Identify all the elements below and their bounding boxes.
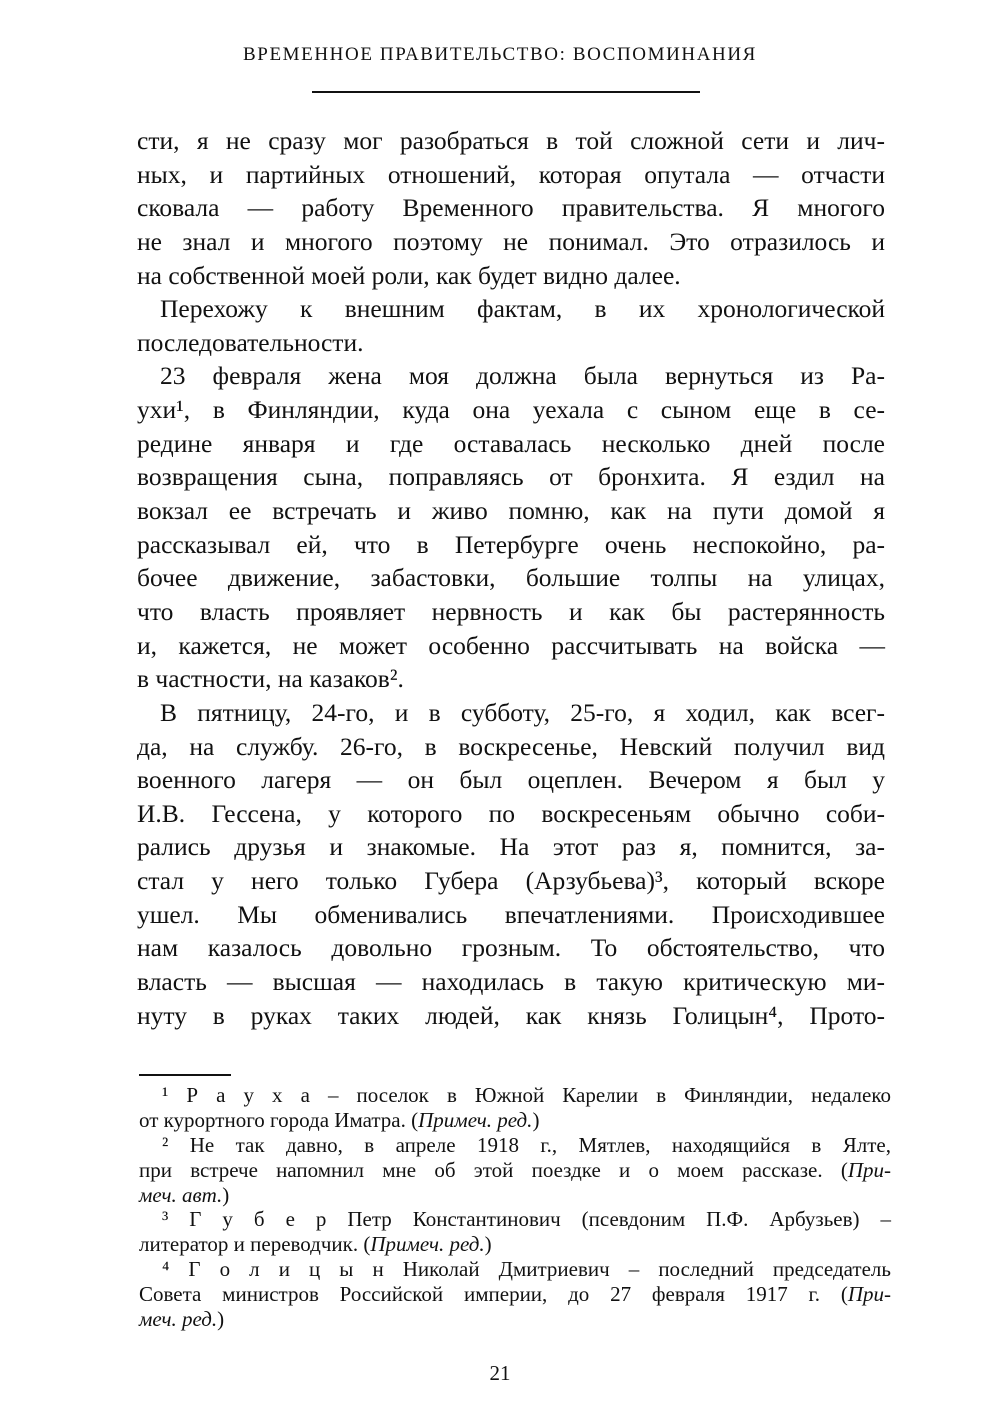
text-line: рассказывал ей, что в Петербурге очень неспокойно, ра- [137, 529, 885, 559]
footnote-text: Совета министров Российской империи, до 27 февраля 1917 г. ( [139, 1282, 848, 1307]
footnote-note-italic: При- [847, 1157, 891, 1182]
text-line: сти, я не сразу мог разобраться в той сложной сети и лич- [137, 126, 885, 155]
text-line: сковала — работу Временного правительства. Я многого [137, 193, 885, 223]
footnote-line [139, 1232, 891, 1257]
body-text [137, 124, 885, 1032]
footnote-text: ¹ Р а у х а – поселок в Южной Карелии в Финляндии, недалеко [162, 1083, 891, 1107]
text-line: военного лагеря — он был оцеплен. Вечером я был у [137, 765, 885, 795]
text-line: да, на службу. 26-го, в воскресенье, Невский получил вид [137, 731, 885, 761]
text-line: и, кажется, не может особенно рассчитывать на войска — [137, 630, 885, 660]
page-number: 21 [489, 1361, 511, 1385]
footnote-line [139, 1282, 891, 1307]
footnote-rule [139, 1074, 231, 1076]
footnote-line [139, 1207, 891, 1232]
footnote-note-italic: меч. авт. [139, 1182, 223, 1207]
text-line: нам казалось довольно грозным. То обстоятельство, что [137, 933, 885, 963]
footnote-text: ⁴ Г о л и ц ы н Николай Дмитриевич – последний председатель [162, 1257, 891, 1282]
footnote-text: ² Не так давно, в апреле 1918 г., Мятлев, находящийся в Ялте, [162, 1132, 891, 1157]
footnote-text: при встрече напомнил мне об этой поездке и о моем рассказе. ( [139, 1157, 848, 1182]
footnote-text: ³ Г у б е р Петр Константинович (псевдоним П.Ф. Арбузьев) – [162, 1207, 891, 1232]
text-line: власть — высшая — находилась в такую критическую ми- [137, 967, 885, 997]
text-line: стал у него только Губера (Арзубьева)³, который вскоре [137, 866, 885, 896]
text-line: нуту в руках таких людей, как князь Голицын⁴, Прото- [137, 1000, 885, 1030]
footnotes [139, 1083, 891, 1332]
footnote-line [139, 1108, 891, 1133]
text-line: последовательности. [137, 327, 364, 357]
text-line: на собственной моей роли, как будет видно далее. [137, 260, 681, 290]
text-line: ухи¹, в Финляндии, куда она уехала с сыном еще в се- [137, 395, 885, 425]
footnote-line [139, 1083, 891, 1108]
text-line: В пятницу, 24-го, и в субботу, 25-го, я ходил, как всег- [160, 697, 885, 727]
text-line: Перехожу к внешним фактам, в их хронологической [160, 294, 885, 324]
header-rule [312, 91, 700, 93]
text-line: бочее движение, забастовки, большие толпы на улицах, [137, 563, 885, 593]
text-line: ных, и партийных отношений, которая опутала — отчасти [137, 159, 885, 189]
footnote-text: ) [484, 1232, 492, 1257]
footnote-line [139, 1183, 891, 1208]
footnote-text: ) [532, 1107, 540, 1132]
footnote-line [139, 1307, 891, 1332]
footnote-note-italic: Примеч. ред. [418, 1107, 533, 1132]
text-line: И.В. Гессена, у которого по воскресеньям обычно соби- [137, 798, 885, 828]
text-line: вокзал ее встречать и живо помню, как на пути домой я [137, 496, 885, 526]
footnote-note-italic: При- [847, 1282, 891, 1307]
footnote-text: ) [217, 1307, 225, 1332]
text-line: что власть проявляет нервность и как бы растерянность [137, 596, 885, 626]
running-head: ВРЕМЕННОЕ ПРАВИТЕЛЬСТВО: ВОСПОМИНАНИЯ [243, 44, 757, 65]
text-line: редине января и где оставалась несколько дней после [137, 428, 885, 458]
footnote-text: ) [222, 1182, 230, 1207]
footnote-note-italic: Примеч. ред. [370, 1232, 485, 1257]
footnote-line [139, 1133, 891, 1158]
text-line: ушел. Мы обменивались впечатлениями. Происходившее [137, 899, 885, 929]
text-line: не знал и многого поэтому не понимал. Это отразилось и [137, 226, 885, 256]
text-line: возвращения сына, поправляясь от бронхита. Я ездил на [137, 462, 885, 492]
footnote-note-italic: меч. ред. [139, 1307, 218, 1332]
text-line: 23 февраля жена моя должна была вернуться из Ра- [160, 361, 885, 391]
footnote-line [139, 1257, 891, 1282]
footnote-line [139, 1158, 891, 1183]
footnote-text: литератор и переводчик. ( [139, 1232, 371, 1257]
text-line: в частности, на казаков². [137, 664, 404, 694]
text-line: рались друзья и знакомые. На этот раз я, помнится, за- [137, 832, 885, 862]
footnote-text: от курортного города Иматра. ( [139, 1107, 419, 1132]
